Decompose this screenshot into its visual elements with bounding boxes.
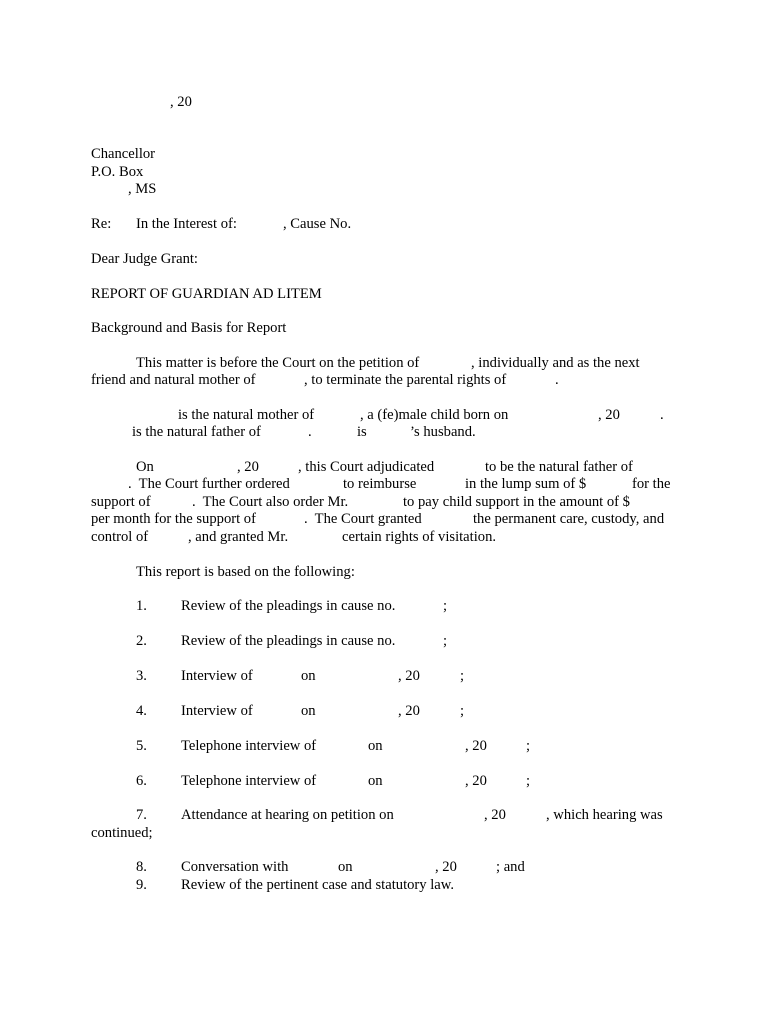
para1-text-b: , individually and as the next bbox=[471, 355, 640, 371]
list-text: Interview of bbox=[181, 668, 253, 684]
para1-text-c: friend and natural mother of bbox=[91, 372, 256, 388]
list-text: , 20 bbox=[465, 773, 487, 789]
re-label: Re: bbox=[91, 216, 112, 232]
list-text: Conversation with bbox=[181, 859, 289, 875]
list-text: on bbox=[368, 773, 383, 789]
list-text: Review of the pertinent case and statutory law. bbox=[181, 877, 454, 893]
list-text: continued; bbox=[91, 825, 153, 841]
list-text: ; bbox=[526, 773, 531, 789]
list-text: ; bbox=[526, 738, 531, 754]
list-number: 8. bbox=[136, 859, 147, 875]
para3-text: . The Court further ordered bbox=[128, 476, 290, 492]
address-line-3: , MS bbox=[128, 181, 157, 197]
list-text: , 20 bbox=[484, 807, 506, 823]
list-text: ; and bbox=[496, 859, 525, 875]
list-text: , 20 bbox=[398, 668, 420, 684]
basis-intro: This report is based on the following: bbox=[136, 564, 355, 580]
section-heading: Background and Basis for Report bbox=[91, 320, 287, 336]
list-text: ; bbox=[460, 703, 465, 719]
para2-text-a: is the natural mother of bbox=[178, 407, 315, 423]
list-text: ; bbox=[443, 633, 448, 649]
salutation: Dear Judge Grant: bbox=[91, 251, 198, 267]
list-number: 9. bbox=[136, 877, 147, 893]
list-text: on bbox=[301, 703, 316, 719]
para3-text: to be the natural father of bbox=[485, 459, 633, 475]
list-text: Interview of bbox=[181, 703, 253, 719]
para1-text-a: This matter is before the Court on the petition of bbox=[136, 355, 420, 371]
list-text: Attendance at hearing on petition on bbox=[181, 807, 394, 823]
para3-text: . The Court also order Mr. bbox=[192, 494, 349, 510]
para3-text: to reimburse bbox=[343, 476, 417, 492]
list-text: Review of the pleadings in cause no. bbox=[181, 633, 396, 649]
list-text: on bbox=[368, 738, 383, 754]
list-text: ; bbox=[443, 598, 448, 614]
para3-text: certain rights of visitation. bbox=[342, 529, 497, 545]
list-number: 7. bbox=[136, 807, 147, 823]
para3-text: , this Court adjudicated bbox=[298, 459, 435, 475]
list-text: Telephone interview of bbox=[181, 738, 317, 754]
para2-text-c: , 20 bbox=[598, 407, 620, 423]
para1-text-e: . bbox=[555, 372, 559, 388]
para2-text-g: is bbox=[357, 424, 367, 440]
list-number: 6. bbox=[136, 773, 147, 789]
para3-text: in the lump sum of $ bbox=[465, 476, 587, 492]
re-cause: , Cause No. bbox=[283, 216, 352, 232]
para3-text: , 20 bbox=[237, 459, 259, 475]
para2-text-h: ’s husband. bbox=[410, 424, 476, 440]
list-text: on bbox=[338, 859, 353, 875]
list-text: Telephone interview of bbox=[181, 773, 317, 789]
para3-text: . The Court granted bbox=[304, 511, 422, 527]
para2-text-b: , a (fe)male child born on bbox=[360, 407, 509, 423]
para1-text-d: , to terminate the parental rights of bbox=[304, 372, 507, 388]
para3-text: control of bbox=[91, 529, 149, 545]
list-text: on bbox=[301, 668, 316, 684]
para3-text: the permanent care, custody, and bbox=[473, 511, 665, 527]
list-number: 2. bbox=[136, 633, 147, 649]
list-text: Review of the pleadings in cause no. bbox=[181, 598, 396, 614]
list-text: , 20 bbox=[398, 703, 420, 719]
list-number: 1. bbox=[136, 598, 147, 614]
date-line: , 20 bbox=[170, 94, 192, 110]
list-number: 3. bbox=[136, 668, 147, 684]
para3-text: On bbox=[136, 459, 154, 475]
re-interest: In the Interest of: bbox=[136, 216, 237, 232]
para2-text-f: . bbox=[308, 424, 312, 440]
list-number: 5. bbox=[136, 738, 147, 754]
para2-text-e: is the natural father of bbox=[132, 424, 261, 440]
para2-text-d: . bbox=[660, 407, 664, 423]
para3-text: , and granted Mr. bbox=[188, 529, 289, 545]
list-text: , which hearing was bbox=[546, 807, 663, 823]
report-title: REPORT OF GUARDIAN AD LITEM bbox=[91, 286, 322, 302]
address-line-1: Chancellor bbox=[91, 146, 156, 162]
list-text: ; bbox=[460, 668, 465, 684]
list-text: , 20 bbox=[465, 738, 487, 754]
para3-text: to pay child support in the amount of $ bbox=[403, 494, 630, 510]
list-text: , 20 bbox=[435, 859, 457, 875]
para3-text: per month for the support of bbox=[91, 511, 256, 527]
para3-text: support of bbox=[91, 494, 151, 510]
address-line-2: P.O. Box bbox=[91, 164, 144, 180]
para3-text: for the bbox=[632, 476, 671, 492]
list-number: 4. bbox=[136, 703, 147, 719]
